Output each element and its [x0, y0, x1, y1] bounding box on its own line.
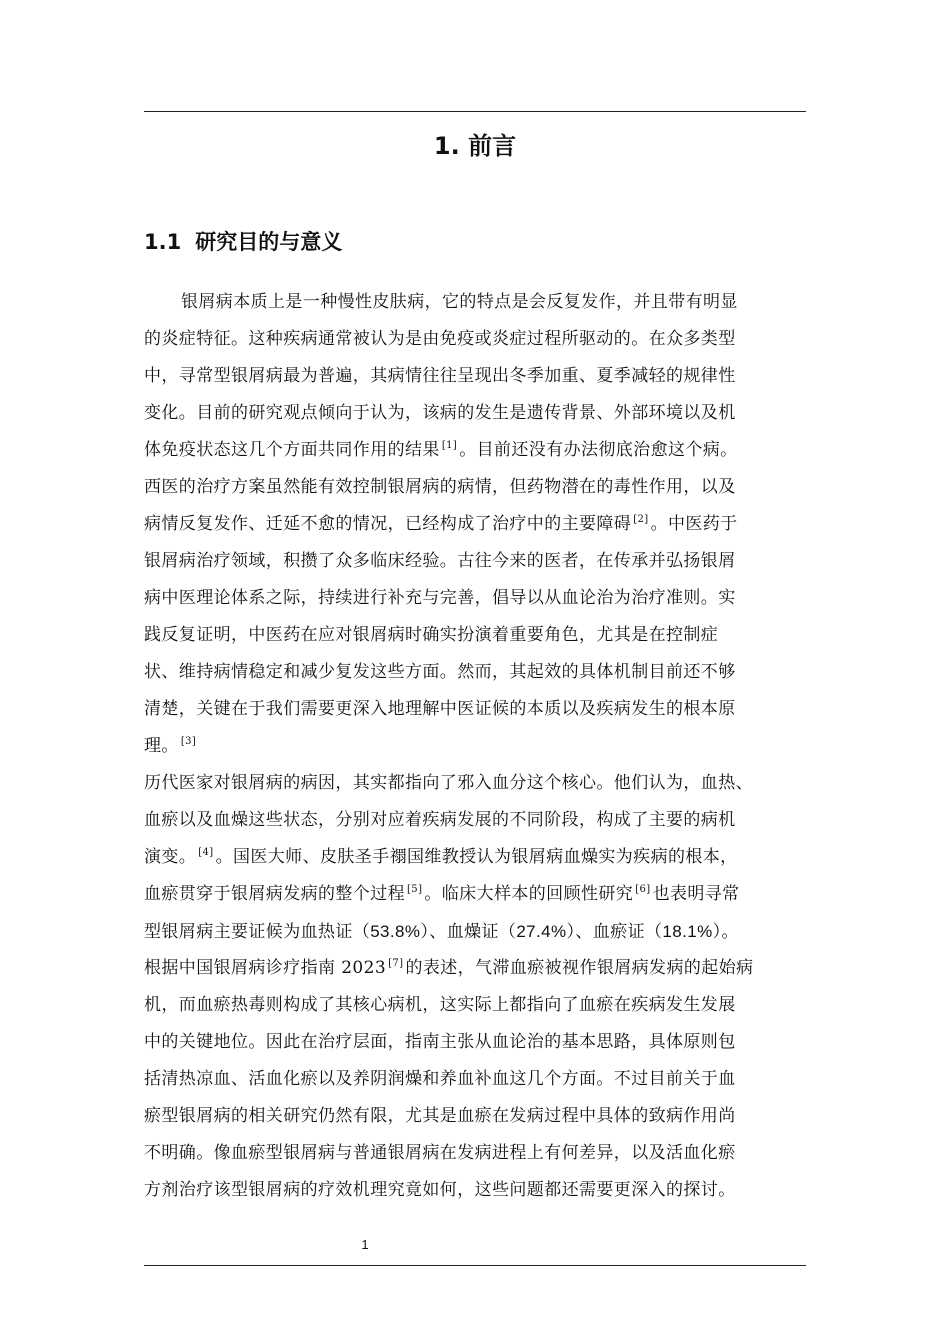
- line-text: 。临床大样本的回顾性研究: [424, 884, 634, 904]
- citation-ref: [5]: [407, 884, 423, 895]
- paragraph-line: 银屑病治疗领域，积攒了众多临床经验。古往今来的医者，在传承并弘扬银屑: [144, 551, 736, 571]
- page-number: 1: [361, 1237, 369, 1252]
- citation-ref: [6]: [635, 884, 651, 895]
- paragraph-line: [144, 839, 808, 876]
- citation-ref: [7]: [388, 958, 404, 969]
- paragraph-line: 清楚，关键在于我们需要更深入地理解中医证候的本质以及疾病发生的根本原: [144, 699, 736, 719]
- paragraph-line: 机，而血瘀热毒则构成了其核心病机，这实际上都指向了血瘀在疾病发生发展: [144, 995, 736, 1015]
- line-text: 的表述，气滞血瘀被视作银屑病发病的起始病: [405, 958, 754, 978]
- citation-ref: [1]: [441, 440, 458, 451]
- line-text: 演变。: [144, 847, 197, 867]
- line-text: 病情反复发作、迁延不愈的情况，已经构成了治疗中的主要障碍: [144, 514, 632, 534]
- paragraph-line: 中，寻常型银屑病最为普遍，其病情往往呈现出冬季加重、夏季减轻的规律性: [144, 366, 736, 386]
- paragraph-line: 血瘀以及血燥这些状态，分别对应着疾病发展的不同阶段，构成了主要的病机: [144, 810, 736, 830]
- line-text: 。国医大师、皮肤圣手禤国维教授认为银屑病血燥实为疾病的根本，: [215, 847, 738, 867]
- line-text: ）。: [712, 922, 739, 942]
- line-text: 根据中国银屑病诊疗指南 2023: [144, 958, 387, 978]
- paragraph-line: 病中医理论体系之际，持续进行补充与完善，倡导以从血论治为治疗准则。实: [144, 588, 736, 608]
- paragraph-line: 不明确。像血瘀型银屑病与普通银屑病在发病进程上有何差异，以及活血化瘀: [144, 1143, 736, 1163]
- line-text: 血瘀贯穿于银屑病发病的整个过程: [144, 884, 405, 904]
- paragraph-line: [144, 728, 808, 765]
- header-rule: [144, 111, 806, 112]
- percentage-value: 53.8%: [370, 922, 421, 941]
- paragraph-line: 状、维持病情稳定和减少复发这些方面。然而，其起效的具体机制目前还不够: [144, 662, 736, 682]
- section-number: 1.1: [144, 230, 182, 254]
- section-heading: [144, 226, 342, 258]
- line-text: ）、血瘀证（: [566, 922, 663, 942]
- section-title-text: 研究目的与意义: [195, 230, 343, 254]
- paragraph-line: [144, 950, 808, 987]
- paragraph-line: 的炎症特征。这种疾病通常被认为是由免疫或炎症过程所驱动的。在众多类型: [144, 329, 736, 349]
- percentage-value: 18.1%: [662, 922, 713, 941]
- paragraph-line: 瘀型银屑病的相关研究仍然有限，尤其是血瘀在发病过程中具体的致病作用尚: [144, 1106, 736, 1126]
- paragraph-line: 践反复证明，中医药在应对银屑病时确实扮演着重要角色，尤其是在控制症: [144, 625, 719, 645]
- body-text: [144, 284, 808, 1209]
- citation-ref: [4]: [198, 847, 214, 858]
- paragraph-line: [144, 432, 808, 469]
- paragraph-line: [144, 506, 808, 543]
- line-text: 体免疫状态这几个方面共同作用的结果: [144, 440, 440, 460]
- line-text: 也表明寻常: [652, 884, 740, 904]
- citation-ref: [2]: [633, 514, 649, 525]
- paragraph-line: 括清热凉血、活血化瘀以及养阴润燥和养血补血这几个方面。不过目前关于血: [144, 1069, 736, 1089]
- line-text: ）、血燥证（: [420, 922, 517, 942]
- paragraph-line: [144, 913, 808, 950]
- paragraph-line: [144, 876, 808, 913]
- paragraph-line: 方剂治疗该型银屑病的疗效机理究竟如何，这些问题都还需要更深入的探讨。: [144, 1180, 736, 1200]
- footer-rule: [144, 1265, 806, 1266]
- paragraph-line: 变化。目前的研究观点倾向于认为，该病的发生是遗传背景、外部环境以及机: [144, 403, 736, 423]
- percentage-value: 27.4%: [516, 922, 567, 941]
- paragraph-line: 西医的治疗方案虽然能有效控制银屑病的病情，但药物潜在的毒性作用，以及: [144, 477, 736, 497]
- chapter-title: 1. 前言: [433, 132, 517, 160]
- citation-ref: [3]: [180, 736, 197, 747]
- line-text: 。目前还没有办法彻底治愈这个病。: [459, 440, 738, 460]
- paragraph-line: 银屑病本质上是一种慢性皮肤病，它的特点是会反复发作，并且带有明显: [181, 292, 738, 312]
- line-text: 。中医药于: [650, 514, 738, 534]
- paragraph-line: 历代医家对银屑病的病因，其实都指向了邪入血分这个核心。他们认为，血热、: [144, 773, 753, 793]
- line-text: 型银屑病主要证候为血热证（: [144, 922, 371, 942]
- line-text: 理。: [144, 736, 179, 756]
- paragraph-line: 中的关键地位。因此在治疗层面，指南主张从血论治的基本思路，具体原则包: [144, 1032, 736, 1052]
